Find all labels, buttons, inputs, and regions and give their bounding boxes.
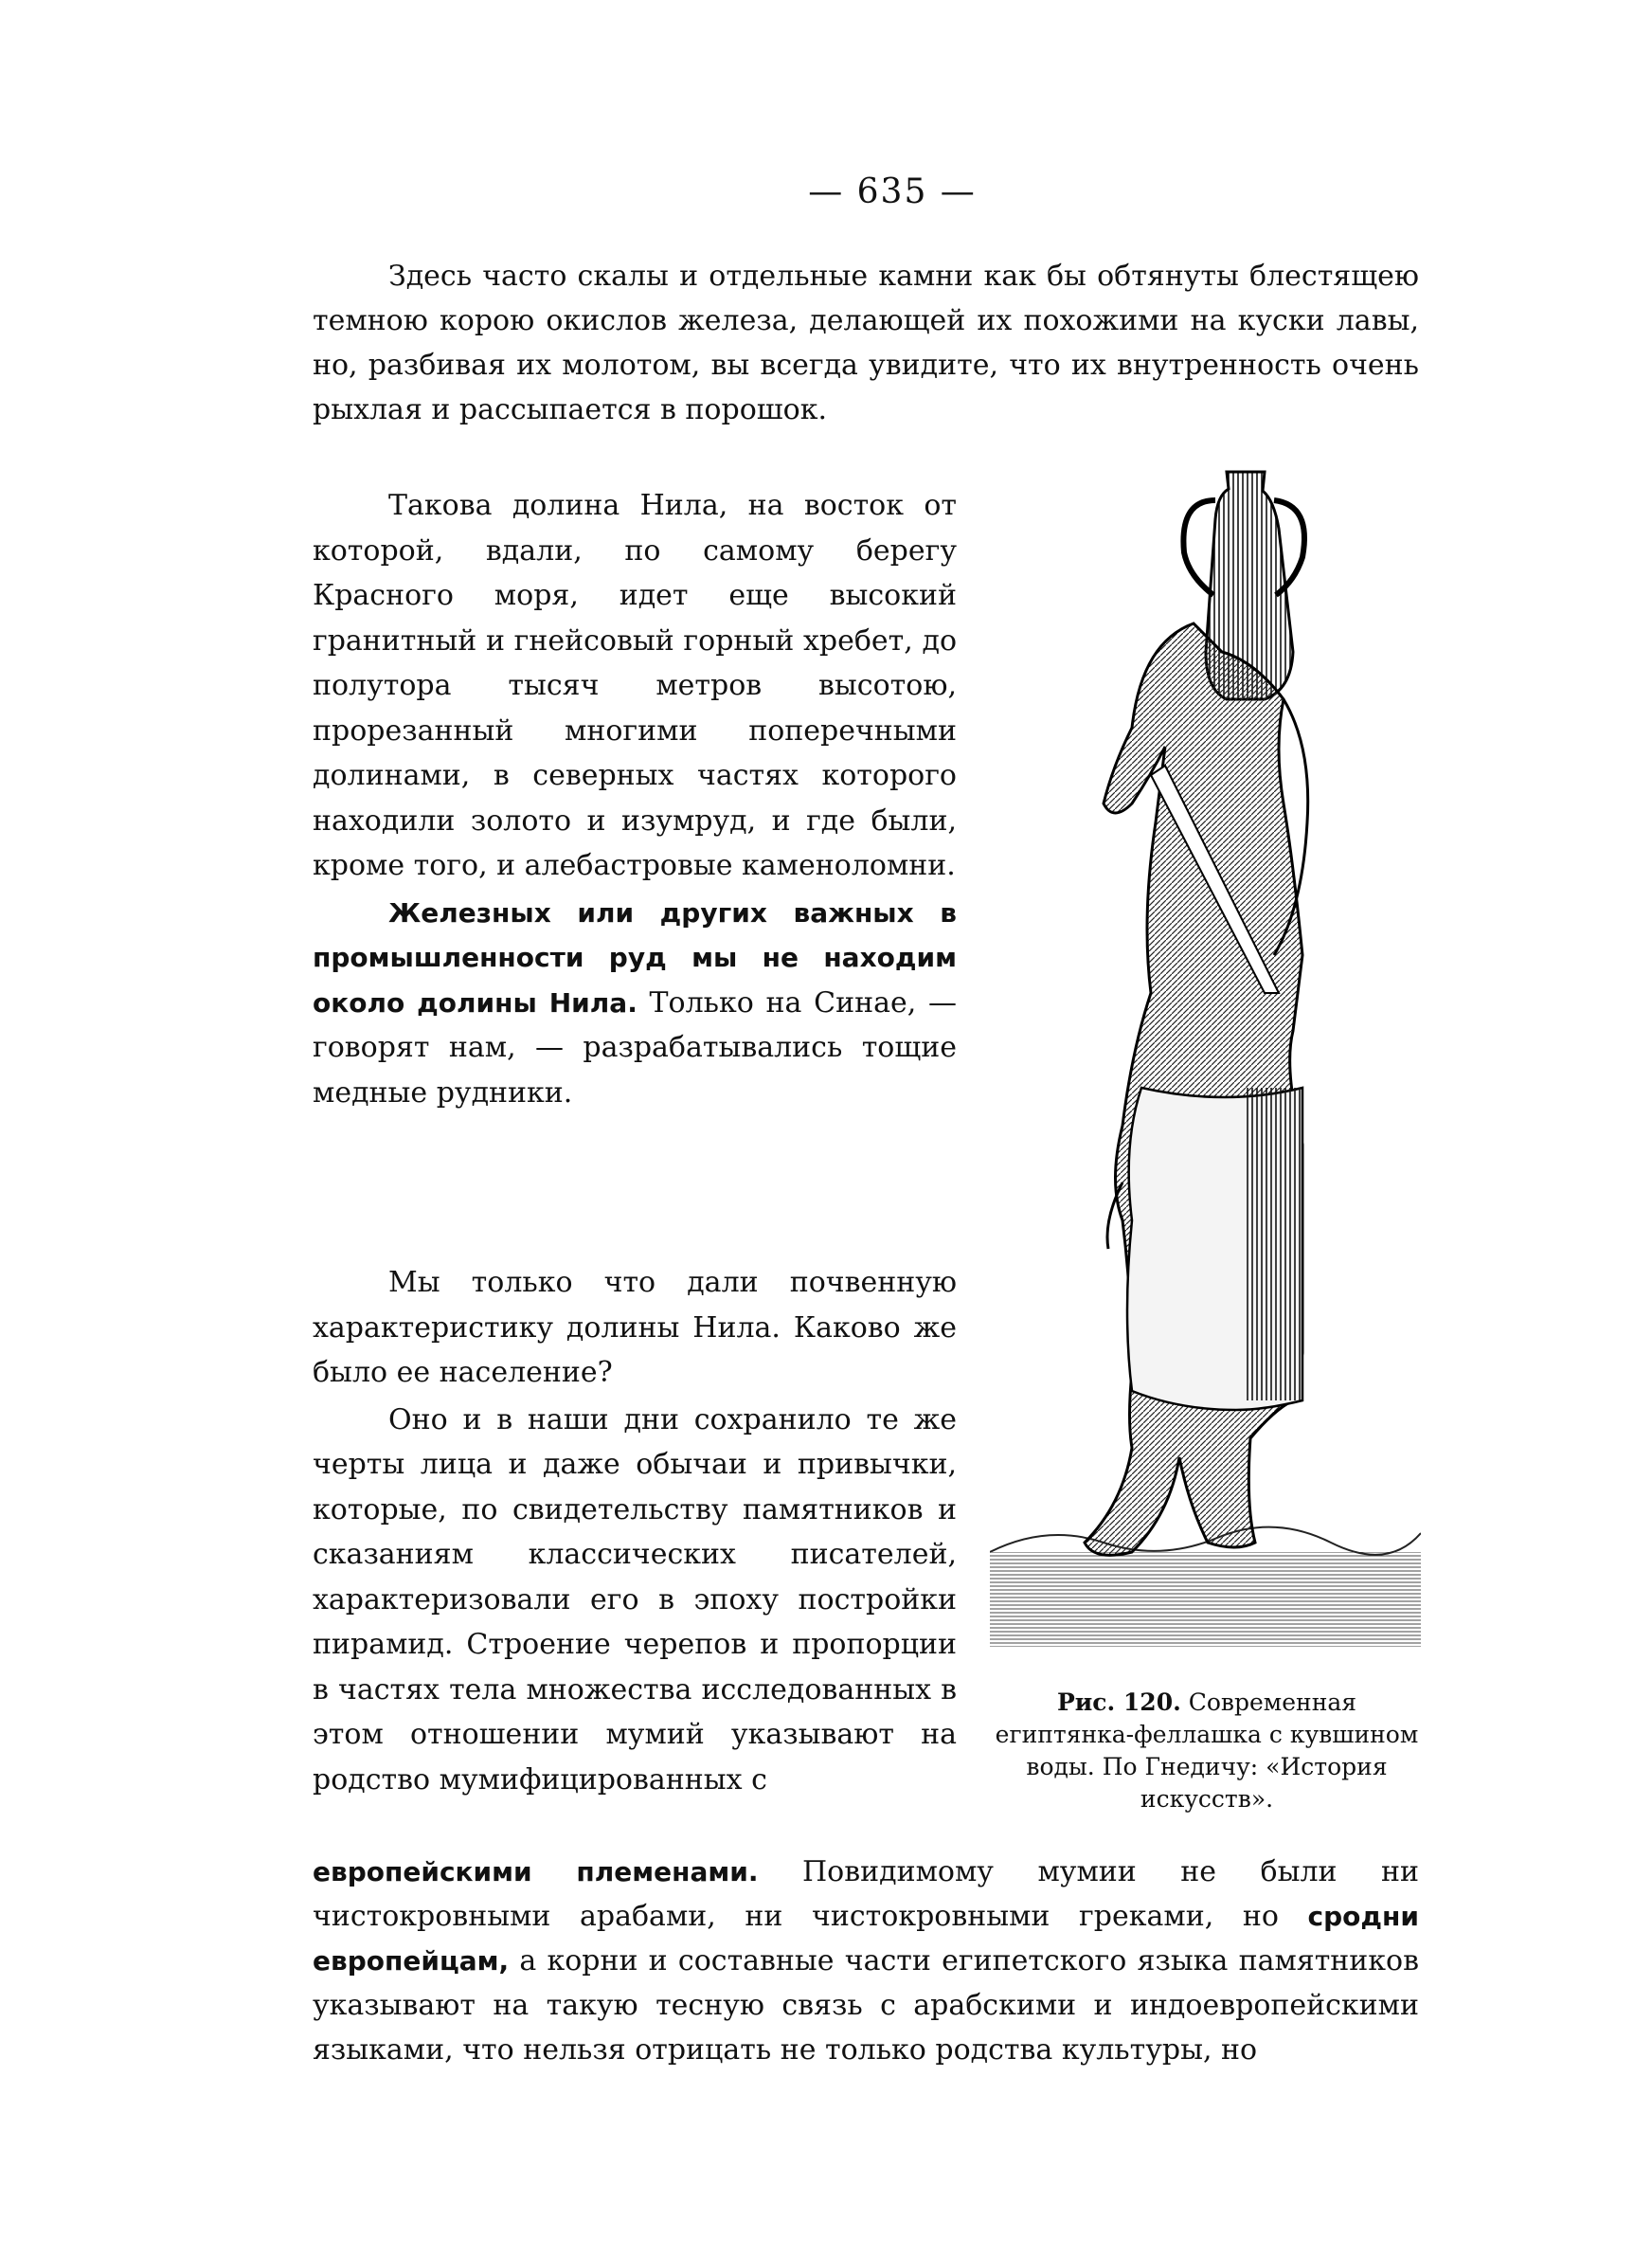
paragraph-2: Такова долина Нила, на восток от которой, вдали, по самому берегу Красного моря, идет еще высокий гранитный и гнейсовый горный хребет, до полутора тысяч метров высотою, прорезанный многими поперечными долинами, в северных частях которого находили золото и изумруд, и где были, кроме того, и алебастровые каменоломни.	[313, 489, 957, 882]
paragraph-5-continuation	[313, 1850, 1419, 2072]
paragraph-5-bold-2: сродни европейцам,	[313, 1901, 1419, 1977]
paragraph-5-block	[313, 1850, 1419, 2072]
paragraph-5-start	[313, 1398, 957, 1803]
left-column-bottom	[313, 1260, 957, 1802]
caption-rest: Современная египтянка-феллашка с кувшином воды. По Гнедичу: «История искусств».	[995, 1688, 1419, 1813]
paragraph-3-rest: Только на Синае, — говорят нам, — разрабатывались тощие медные рудники.	[313, 985, 957, 1110]
paragraph-3	[313, 891, 957, 1116]
paragraph-5-bold-1: европейскими племенами.	[313, 1856, 759, 1887]
woman-figure	[1085, 623, 1308, 1555]
caption-lead: Рис. 120.	[1056, 1688, 1181, 1716]
paragraph-5-a: Оно и в наши дни сохранило те же черты лица и даже обычаи и привычки, которые, по свидетельству памятников и сказаниям классических писателей, характеризовали его в эпоху постройки пирамид. Строение черепов и пропорции в частях тела множества исследованных в этом отношении мумий указывают на родство мумифицированных с	[313, 1402, 957, 1797]
page-number: — 635 —	[808, 172, 977, 211]
paragraph-3-bold: Железных или других важных в промышленности руд мы не находим около долины Нила.	[313, 896, 957, 1019]
ground-hatching	[990, 1552, 1421, 1647]
left-column-top	[313, 483, 957, 1115]
paragraph-5-c: Повидимому мумии не были ни чистокровными арабами, ни чистокровными греками, но	[313, 1855, 1419, 1933]
paragraph-4: Мы только что дали почвенную характеристику долины Нила. Каково же было ее население?	[313, 1266, 957, 1389]
figure-caption	[993, 1687, 1421, 1815]
paragraph-5-d: а корни и составные части египетского языка памятников указывают на такую тесную связь с арабскими и индоевропейскими языками, что нельзя отрицать не только родства культуры, но	[313, 1944, 1419, 2067]
paragraph-1: Здесь часто скалы и отдельные камни как бы обтянуты блестящею темною корою окислов железа, делающей их похожими на куски лавы, но, разбивая их молотом, вы всегда увидите, что их внутренность очень рыхлая и рассыпается в порошок.	[313, 260, 1419, 426]
figure-illustration	[990, 462, 1421, 1658]
paragraph-1-block	[313, 254, 1419, 432]
